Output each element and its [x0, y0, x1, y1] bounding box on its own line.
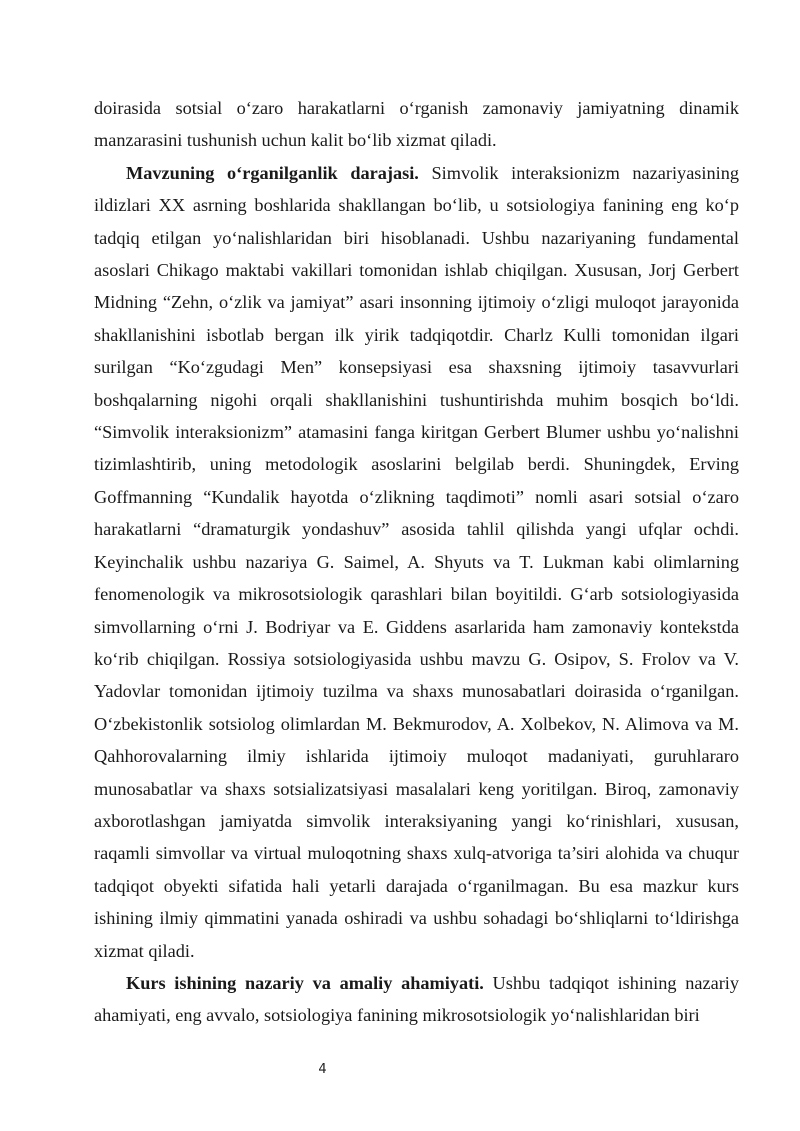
paragraph-text: Simvolik interaksionizm nazariyasining ildizlari XX asrning boshlarida shakllangan bo‘lib, u sotsiologiya fanining eng ko‘p tadqiq etilgan yo‘nalishlaridan biri hisoblanadi. Ushbu nazariyaning fundamental asoslari Chikago maktabi vakillari tomonidan ishlab chiqilgan. Xususan, Jorj Gerbert Midning “Zehn, o‘zlik va jamiyat” asari insonning ijtimoiy o‘zligi muloqot jarayonida shakllanishini isbotlab bergan ilk yirik tadqiqotdir. Charlz Kulli tomonidan ilgari surilgan “Ko‘zgudagi Men” konsepsiyasi esa shaxsning ijtimoiy tasavvurlari boshqalarning nigohi orqali shakllanishini tushuntirishda muhim bosqich bo‘ldi. “Simvolik interaksionizm” atamasini fanga kiritgan Gerbert Blumer ushbu yo‘nalishni tizimlashtirib, uning metodologik asoslarini belgilab berdi. Shuningdek, Erving Goffmanning “Kundalik hayotda o‘zlikning taqdimoti” nomli asari sotsial o‘zaro harakatlarni “dramaturgik yondashuv” asosida tahlil qilishda yangi ufqlar ochdi. Keyinchalik ushbu nazariya G. Saimel, A. Shyuts va T. Lukman kabi olimlarning fenomenologik va mikrosotsiologik qarashlari bilan boyitildi. G‘arb sotsiologiyasida simvollarning o‘rni J. Bodriyar va E. Giddens asarlarida ham zamonaviy kontekstda ko‘rib chiqilgan. Rossiya sotsiologiyasida ushbu mavzu G. Osipov, S. Frolov va V. Yadovlar tomonidan ijtimoiy tuzilma va shaxs munosabatlari doirasida o‘rganilgan. O‘zbekistonlik sotsiolog olimlardan M. Bekmurodov, A. Xolbekov, N. Alimova va M. Qahhorovalarning ilmiy ishlarida ijtimoiy muloqot madaniyati, guruhlararo munosabatlar va shaxs sotsializatsiyasi masalalari keng yoritilgan. Biroq, zamonaviy axborotlashgan jamiyatda simvolik interaksiyaning yangi ko‘rinishlari, xususan, raqamli simvollar va virtual muloqotning shaxs xulq-atvoriga ta’siri alohida va chuqur tadqiqot obyekti sifatida hali yetarli darajada o‘rganilmagan. Bu esa mazkur kurs ishining ilmiy qimmatini yanada oshiradi va ushbu sohadagi bo‘shliqlarni to‘ldirishga xizmat qiladi. — [94, 162, 739, 961]
document-page — [94, 92, 739, 1032]
page-number: 4 — [318, 1062, 327, 1077]
paragraph-continuation — [94, 92, 739, 157]
section-heading-significance: Kurs ishining nazariy va amaliy ahamiyati. — [126, 972, 484, 993]
paragraph-significance — [94, 967, 739, 1032]
paragraph-study-level — [94, 157, 739, 967]
section-heading-study-level: Mavzuning o‘rganilganlik darajasi. — [126, 162, 419, 183]
paragraph-text: Ushbu tadqiqot ishining nazariy ahamiyati, eng avvalo, sotsiologiya fanining mikrosotsiologik yo‘nalishlaridan biri — [94, 972, 739, 1026]
paragraph-text: doirasida sotsial o‘zaro harakatlarni o‘rganish zamonaviy jamiyatning dinamik manzarasini tushunish uchun kalit bo‘lib xizmat qiladi. — [94, 98, 739, 151]
